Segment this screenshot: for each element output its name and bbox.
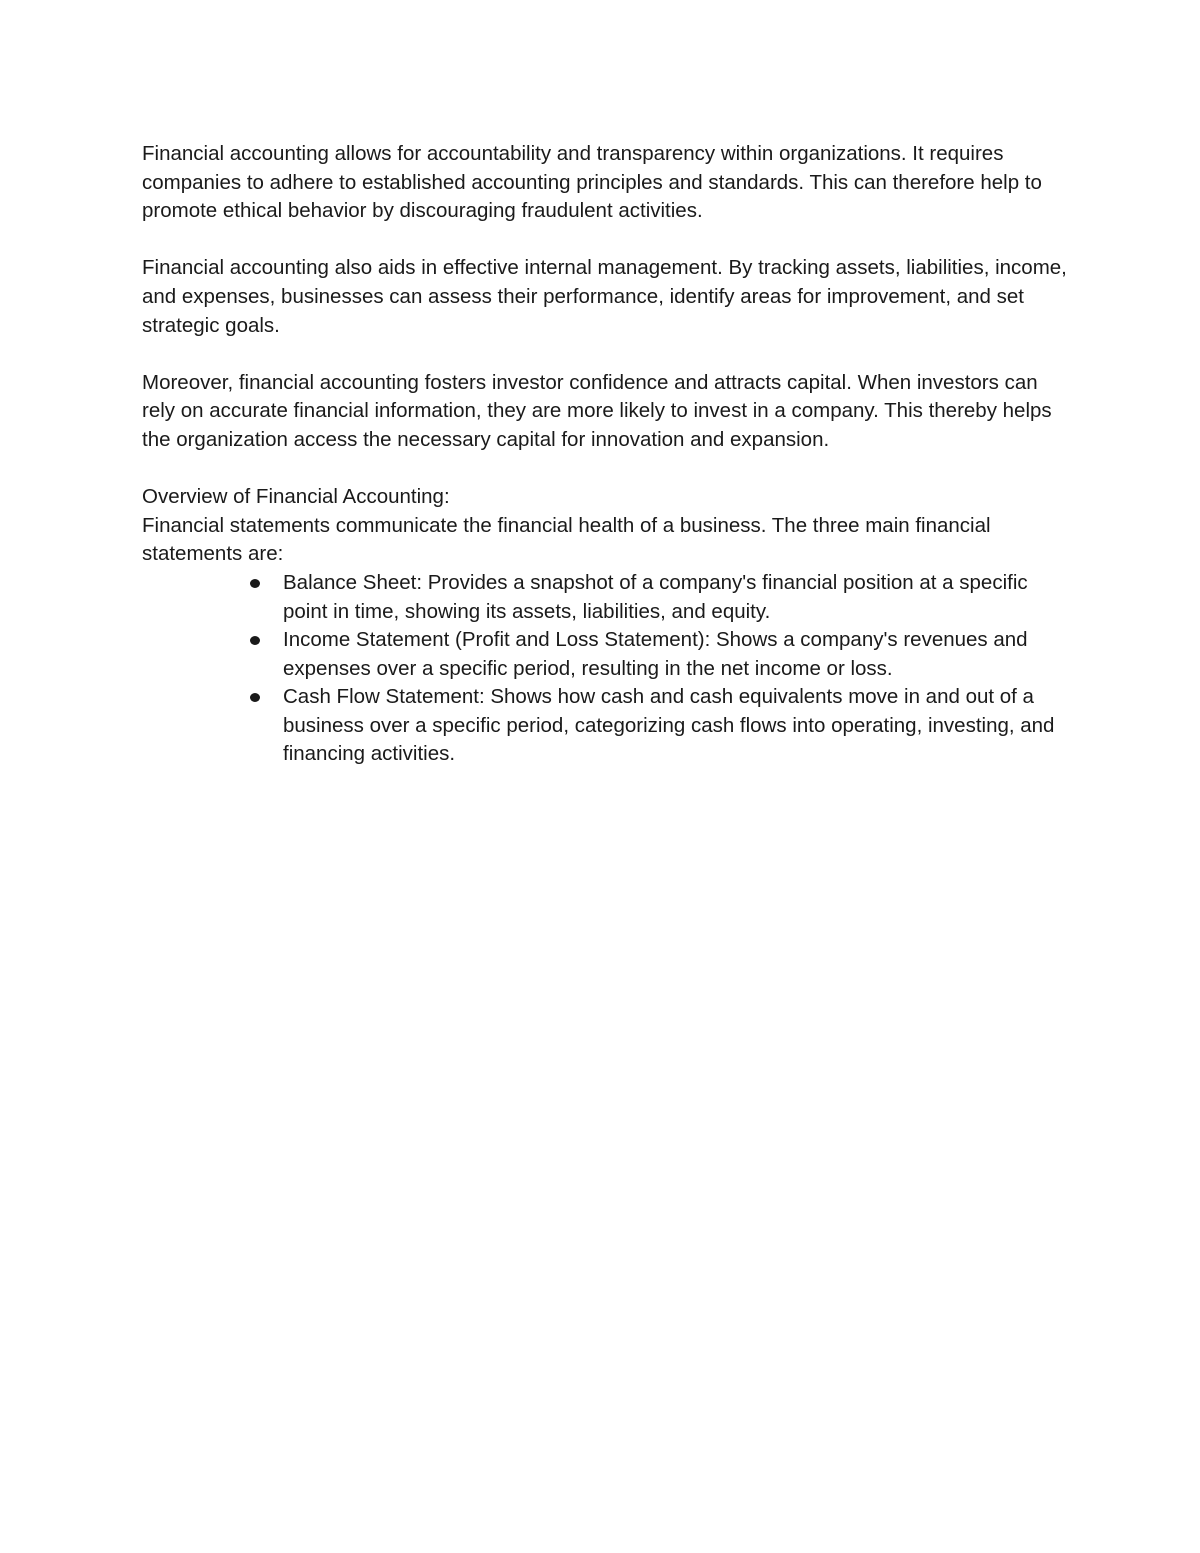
bullet-dot-icon [250, 636, 260, 645]
list-item-balance-sheet [283, 569, 1072, 626]
overview-heading: Overview of Financial Accounting: [142, 485, 450, 509]
paragraph-investor-confidence: Moreover, financial accounting fosters investor confidence and attracts capital. When investors can rely on accurate financial information, they are more likely to invest in a company. This thereby helps the organization access the necessary capital for innovation and expansion. [142, 370, 1052, 451]
bullet-dot-icon [250, 579, 260, 588]
list-item-text: Income Statement (Profit and Loss Statement): Shows a company's revenues and expenses over a specific period, resulting in the net income or loss. [283, 628, 1028, 680]
bullet-dot-icon [250, 693, 260, 702]
financial-statements-list [142, 569, 1072, 769]
list-item-cash-flow-statement [283, 683, 1072, 769]
paragraph-internal-management: Financial accounting also aids in effective internal management. By tracking assets, liabilities, income, and expenses, businesses can assess their performance, identify areas for improvement, and set strategic goals. [142, 256, 1067, 337]
list-item-text: Cash Flow Statement: Shows how cash and cash equivalents move in and out of a business over a specific period, categorizing cash flows into operating, investing, and financing activities. [283, 685, 1055, 766]
overview-intro: Financial statements communicate the financial health of a business. The three main financial statements are: [142, 513, 991, 566]
paragraph-accountability: Financial accounting allows for accountability and transparency within organizations. It requires companies to adhere to established accounting principles and standards. This can therefore help to promote ethical behavior by discouraging fraudulent activities. [142, 142, 1042, 223]
list-item-text: Balance Sheet: Provides a snapshot of a company's financial position at a specific point in time, showing its assets, liabilities, and equity. [283, 570, 1028, 623]
list-item-income-statement [283, 626, 1072, 683]
document-body [142, 140, 1072, 769]
